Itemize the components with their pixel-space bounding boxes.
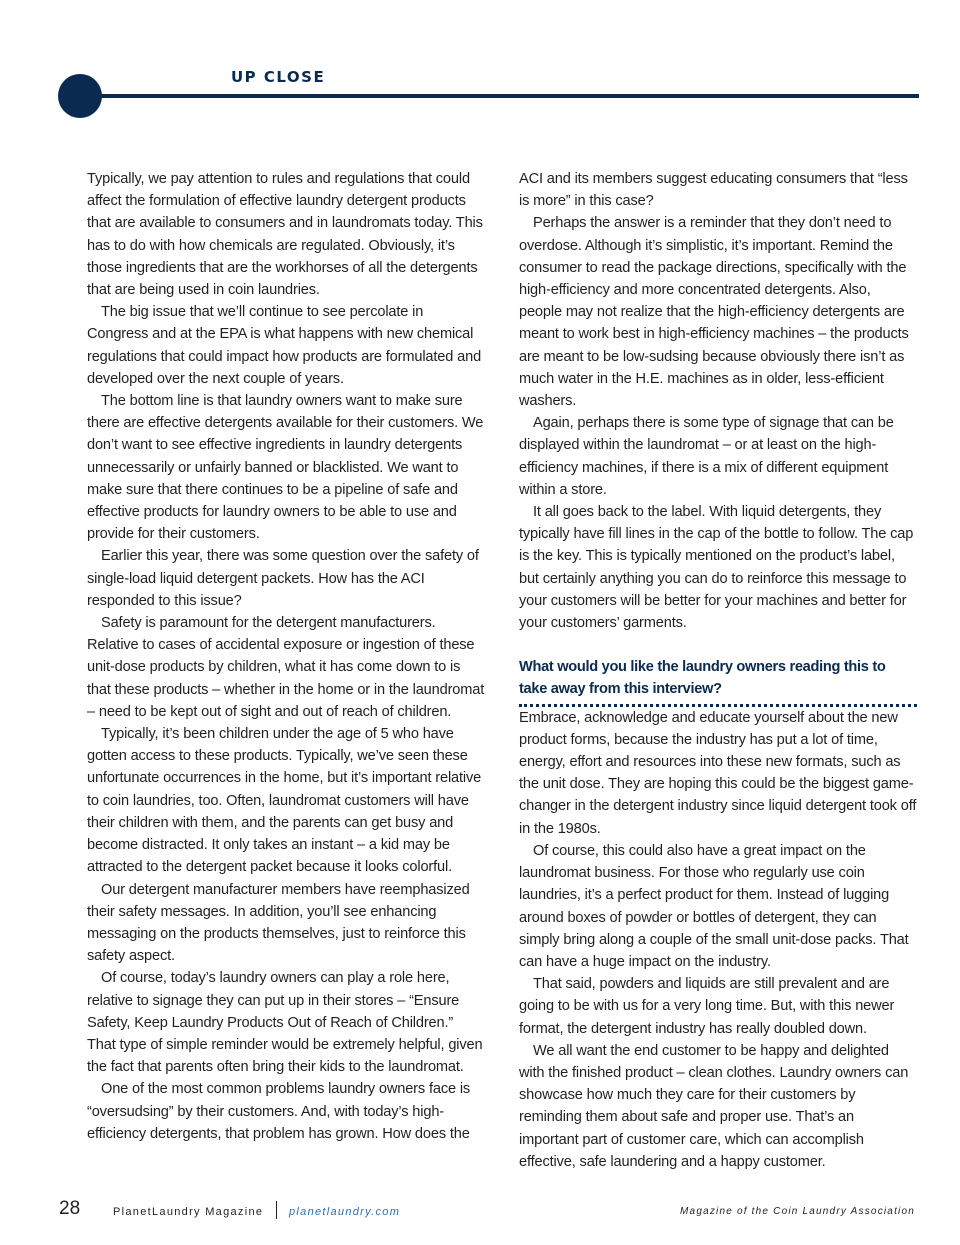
footer-divider	[276, 1201, 277, 1219]
article-paragraph: Earlier this year, there was some question over the safety of single-load liquid detergent packets. How has the ACI responded to this issue?	[87, 548, 479, 609]
article-paragraph: The bottom line is that laundry owners want to make sure there are effective detergents available for their customers. We don’t want to see effective ingredients in laundry detergents unnecessarily or unfairly banned or blacklisted. We want to make sure that there continues to be a pipeline of safe and effective products for laundry owners to be able to use and provide for their customers.	[87, 393, 484, 543]
website-link[interactable]: planetlaundry.com	[289, 1206, 401, 1218]
article-paragraph: Our detergent manufacturer members have reemphasized their safety messages. In addition, you’ll see enhancing messaging on the products themselves, just to reinforce this safety aspect.	[87, 881, 470, 965]
article-paragraph: We all want the end customer to be happy and delighted with the finished product – clean clothes. Laundry owners can showcase how much they care for their customers by reminding them about safe and proper use. That’s an important part of customer care, which can accomplish effective, safe laundering and a happy customer.	[519, 1042, 909, 1170]
article-paragraph: Typically, it’s been children under the age of 5 who have gotten access to these products. Typically, we’ve seen these unfortunate occurrences in the home, but it’s important relative to coin laundries, too. Often, laundromat customers will have their children with them, and the parents can get busy and become distracted. It only takes an instant – a kid may be attracted to the detergent packet because it looks colorful.	[87, 726, 482, 876]
article-paragraph: The big issue that we’ll continue to see percolate in Congress and at the EPA is what happens with new chemical regulations that could impact how products are formulated and developed over the next couple of years.	[87, 304, 482, 387]
article-paragraph: Safety is paramount for the detergent manufacturers. Relative to cases of accidental exposure or ingestion of these unit-dose products by children, what it has come down to is that these products – whether in the home or in the laundromat – need to be kept out of sight and out of reach of children.	[87, 615, 485, 720]
header-circle-ornament	[58, 74, 102, 118]
article-paragraph: One of the most common problems laundry owners face is “oversudsing” by their customers. And, with today’s high-efficiency detergents, that problem has grown. How does the	[87, 1081, 471, 1142]
left-column	[87, 168, 485, 1145]
article-paragraph: ACI and its members suggest educating consumers that “less is more” in this case?	[519, 171, 908, 210]
article-paragraph: That said, powders and liquids are still prevalent and are going to be with us for a very long time. But, with this newer format, the detergent industry has really doubled down.	[519, 976, 895, 1037]
article-paragraph: Perhaps the answer is a reminder that they don’t need to overdose. Although it’s simplistic, it’s important. Remind the consumer to read the package directions, specifically with the high-efficiency and more concentrated detergents. Also, people may not realize that the high-efficiency detergents are meant to work best in high-efficiency machines – the products are meant to be low-sudsing because obviously there isn’t as much water in the H.E. machines as in older, less-efficient washers.	[519, 215, 909, 410]
article-paragraph: Typically, we pay attention to rules and regulations that could affect the formulation of effective laundry detergent products that are available to consumers and in laundromats today. This has to do with how chemicals are regulated. Obviously, it’s those ingredients that are the workhorses of all the detergents that are being used in coin laundries.	[87, 171, 483, 299]
article-paragraph: Of course, today’s laundry owners can play a role here, relative to signage they can put up in their stores – “Ensure Safety, Keep Laundry Products Out of Reach of Children.” That type of simple reminder would be extremely helpful, given the fact that parents often bring their kids to the laundromat.	[87, 970, 483, 1076]
article-paragraph: Of course, this could also have a great impact on the laundromat business. For those who regularly use coin laundries, it’s a perfect product for them. Instead of lugging around boxes of powder or bottles of detergent, they can simply bring along a couple of the small unit-dose packs. That can have a huge impact on the industry.	[519, 842, 909, 970]
interview-question-heading: What would you like the laundry owners reading this to take away from this interview?	[519, 656, 917, 706]
article-paragraph: Embrace, acknowledge and educate yourself about the new product forms, because the industry has put a lot of time, energy, effort and resources into these new formats, such as the unit dose. They are hoping this could be the biggest game-changer in the detergent industry since liquid detergent took off in the 1980s.	[519, 709, 917, 837]
section-label: UP CLOSE	[231, 68, 326, 86]
right-column	[519, 168, 917, 1173]
magazine-name: PlanetLaundry Magazine	[113, 1206, 264, 1218]
page-number: 28	[59, 1198, 81, 1219]
article-paragraph: Again, perhaps there is some type of signage that can be displayed within the laundromat – or at least on the high-efficiency machines, if there is a mix of different equipment within a store.	[519, 415, 894, 498]
article-paragraph: It all goes back to the label. With liquid detergents, they typically have fill lines in the cap of the bottle to follow. The cap is the key. This is typically mentioned on the product’s label, but certainly anything you can do to reinforce this message to your customers will be better for your machines and better for your customers’ garments.	[519, 504, 914, 632]
association-tagline: Magazine of the Coin Laundry Association	[680, 1206, 915, 1217]
header-rule	[100, 94, 919, 98]
